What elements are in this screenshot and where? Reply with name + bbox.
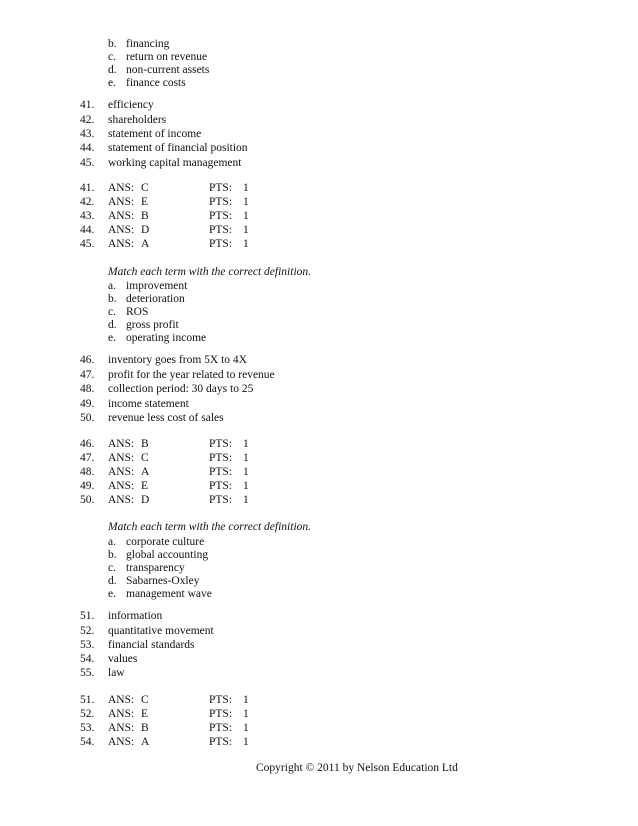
match-instruction: Match each term with the correct definition. xyxy=(108,266,312,278)
document-page: b. financing c. return on revenue d. non-current assets e. finance costs 41. efficiency 42. shareholders 43. statement of income 44. statement of financial position 45. working capital management 41. ANS: C PTS: 1 42. ANS: E PTS: 1 43. ANS: B PTS: 1 44. ANS: D PTS: 1 45. ANS: A PTS: 1 Match each term with the correct definition. a. improvement b. deterioration c. ROS d. gross profit e. operating income 46. inventory goes from 5X to 4X 47. profit for the year related to revenue 48. collection period: 30 days to 25 49. income statement 50. revenue less cost of sales 46. ANS: B PTS: 1 47. ANS: C PTS: 1 48. ANS: A PTS: 1 49. ANS: E PTS: 1 50. ANS: D PTS: 1 Match each term with the correct definition. a. corporate culture b. global accounting c. transparency d. Sabarnes-Oxley e. management wave 51. information 52. quantitative movement 53. financial standards 54. values 55. law 51. ANS: C PTS: 1 52. ANS: E PTS: 1 53. ANS: B PTS: 1 54. ANS: A PTS: 1 Copyright © 2011 by Nelson Education Ltd xyxy=(80,38,458,774)
copyright-footer: Copyright © 2011 by Nelson Education Ltd xyxy=(256,762,458,774)
match-instruction: Match each term with the correct definition. xyxy=(108,521,312,533)
